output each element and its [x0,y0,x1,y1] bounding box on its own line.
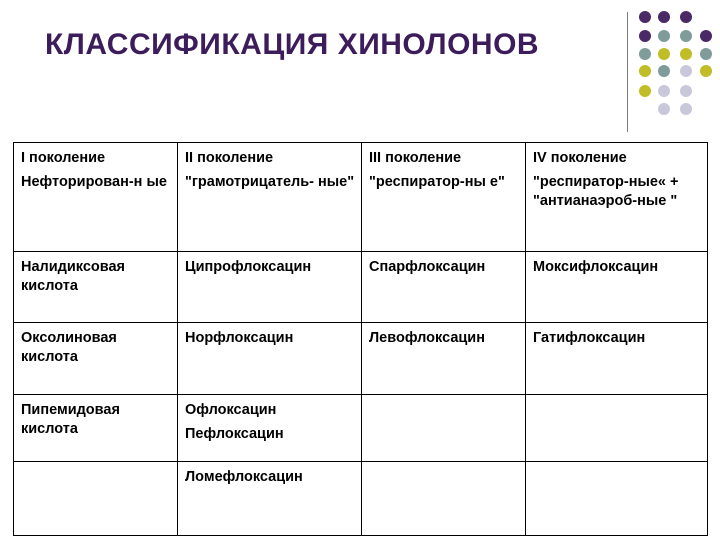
cell-text: "грамотрицатель- ные" [185,174,355,190]
decorative-dot [680,65,692,77]
cell-text: Нефторирован-н ые [21,174,167,190]
cell-text: "респиратор-ные« + "антианаэроб-ные " [533,174,679,209]
table-cell [526,322,708,395]
cell-text: Норфлоксацин [185,329,294,346]
table-row [14,395,708,462]
cell-text: Налидиксовая кислота [21,259,126,295]
table-cell [526,252,708,322]
table-cell [362,252,526,322]
page-title: КЛАССИФИКАЦИЯ ХИНОЛОНОВ [45,28,540,61]
table-cell [362,462,526,536]
decorative-dot [680,85,692,97]
cell-text: I поколение [21,150,106,166]
table-row [14,462,708,536]
table-cell [178,252,362,322]
decorative-dot [658,103,670,115]
cell-text: "респиратор-ны е" [369,174,505,190]
table-row [14,252,708,322]
decorative-dot [680,48,692,60]
cell-text: Пефлоксацин [185,426,284,443]
decorative-dot [680,30,692,42]
decorative-dot [700,65,712,77]
decorative-dot [700,30,712,42]
table-cell [362,395,526,462]
cell-text: Гатифлоксацин [533,329,646,346]
decorative-dot [639,85,651,97]
cell-text: Ломефлоксацин [185,469,303,486]
table-row [14,322,708,395]
cell-text: Оксолиновая кислота [21,329,117,365]
cell-text: Офлоксацин [185,402,277,419]
table-cell [178,322,362,395]
table-cell [14,395,178,462]
table-cell [178,462,362,536]
table-cell [14,322,178,395]
table-cell [526,462,708,536]
decorative-dot [680,103,692,115]
table-cell [362,322,526,395]
cell-text: III поколение [369,150,462,166]
decorative-dot [639,30,651,42]
cell-text: Левофлоксацин [369,329,485,346]
decorative-dot [658,48,670,60]
table-cell [362,143,526,252]
cell-text: Ципрофлоксацин [185,259,312,276]
decorative-divider [627,12,628,132]
cell-text: Моксифлоксацин [533,259,659,276]
table-cell [178,395,362,462]
cell-text: Спарфлоксацин [369,259,486,276]
table-cell [14,252,178,322]
cell-text: IV поколение [533,150,627,166]
cell-text: II поколение [185,150,274,166]
table-cell [526,143,708,252]
decorative-dot [658,85,670,97]
table-cell [14,143,178,252]
decorative-dot [658,65,670,77]
decorative-dot [680,11,692,23]
decorative-dot [639,48,651,60]
table-cell [14,462,178,536]
classification-table [13,142,708,536]
decorative-dot [639,65,651,77]
table-cell [178,143,362,252]
decorative-dot [700,48,712,60]
cell-text: Пипемидовая кислота [21,402,120,438]
decorative-dot [639,11,651,23]
decorative-dot [658,30,670,42]
decorative-dot [658,11,670,23]
table-cell [526,395,708,462]
table-row [14,143,708,252]
decorative-dot-grid [0,0,720,140]
